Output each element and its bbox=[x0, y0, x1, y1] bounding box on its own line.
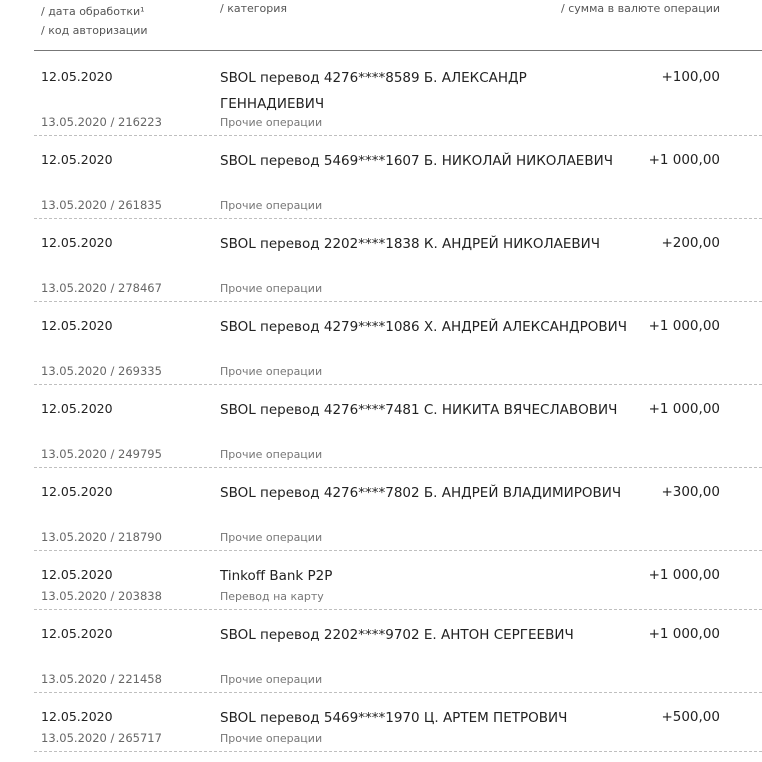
row-description: SBOL перевод 5469****1607 Б. НИКОЛАЙ НИКОЛАЕВИЧ bbox=[220, 153, 613, 169]
row-date: 12.05.2020 bbox=[41, 709, 113, 724]
header-divider bbox=[34, 50, 762, 51]
row-auth: 13.05.2020 / 218790 bbox=[41, 530, 162, 544]
row-description: SBOL перевод 4276****7481 С. НИКИТА ВЯЧЕСЛАВОВИЧ bbox=[220, 402, 618, 418]
row-amount: +1 000,00 bbox=[648, 152, 720, 168]
row-description: Tinkoff Bank P2P bbox=[220, 568, 333, 584]
header-amount: / сумма в валюте операции bbox=[561, 2, 720, 15]
row-date: 12.05.2020 bbox=[41, 318, 113, 333]
row-auth: 13.05.2020 / 203838 bbox=[41, 589, 162, 603]
row-amount: +1 000,00 bbox=[648, 567, 720, 583]
table-row bbox=[34, 467, 762, 551]
row-category: Прочие операции bbox=[220, 732, 323, 745]
row-category: Прочие операции bbox=[220, 673, 323, 686]
row-auth: 13.05.2020 / 261835 bbox=[41, 198, 162, 212]
row-amount: +1 000,00 bbox=[648, 626, 720, 642]
row-date: 12.05.2020 bbox=[41, 152, 113, 167]
table-row bbox=[34, 692, 762, 752]
row-description: SBOL перевод 4276****7802 Б. АНДРЕЙ ВЛАДИМИРОВИЧ bbox=[220, 485, 622, 501]
row-category: Прочие операции bbox=[220, 199, 323, 212]
row-description: SBOL перевод 2202****1838 К. АНДРЕЙ НИКОЛАЕВИЧ bbox=[220, 236, 601, 252]
row-category: Прочие операции bbox=[220, 365, 323, 378]
row-date: 12.05.2020 bbox=[41, 484, 113, 499]
table-row bbox=[34, 218, 762, 302]
row-category: Прочие операции bbox=[220, 448, 323, 461]
table-row bbox=[34, 135, 762, 219]
row-amount: +1 000,00 bbox=[648, 318, 720, 334]
row-amount: +100,00 bbox=[661, 69, 720, 85]
header-date-auth bbox=[41, 2, 148, 40]
row-category: Прочие операции bbox=[220, 531, 323, 544]
row-category: Прочие операции bbox=[220, 116, 323, 129]
header-processing-date: / дата обработки¹ bbox=[41, 5, 145, 18]
row-amount: +500,00 bbox=[661, 709, 720, 725]
row-auth: 13.05.2020 / 269335 bbox=[41, 364, 162, 378]
header-category: / категория bbox=[220, 2, 288, 15]
row-date: 12.05.2020 bbox=[41, 235, 113, 250]
row-amount: +300,00 bbox=[661, 484, 720, 500]
row-auth: 13.05.2020 / 249795 bbox=[41, 447, 162, 461]
row-amount: +1 000,00 bbox=[648, 401, 720, 417]
table-row bbox=[34, 550, 762, 610]
row-category: Перевод на карту bbox=[220, 590, 324, 603]
row-auth: 13.05.2020 / 221458 bbox=[41, 672, 162, 686]
row-date: 12.05.2020 bbox=[41, 69, 113, 84]
table-row bbox=[34, 301, 762, 385]
row-date: 12.05.2020 bbox=[41, 401, 113, 416]
row-category: Прочие операции bbox=[220, 282, 323, 295]
table-row bbox=[34, 609, 762, 693]
row-description: SBOL перевод 4276****8589 Б. АЛЕКСАНДР ГЕННАДИЕВИЧ bbox=[220, 70, 527, 112]
row-auth: 13.05.2020 / 278467 bbox=[41, 281, 162, 295]
row-date: 12.05.2020 bbox=[41, 567, 113, 582]
row-description: SBOL перевод 4279****1086 Х. АНДРЕЙ АЛЕКСАНДРОВИЧ bbox=[220, 319, 627, 335]
table-row bbox=[34, 384, 762, 468]
row-date: 12.05.2020 bbox=[41, 626, 113, 641]
row-description: SBOL перевод 5469****1970 Ц. АРТЕМ ПЕТРОВИЧ bbox=[220, 710, 568, 726]
row-auth: 13.05.2020 / 216223 bbox=[41, 115, 162, 129]
table-row bbox=[34, 52, 762, 136]
row-description: SBOL перевод 2202****9702 Е. АНТОН СЕРГЕЕВИЧ bbox=[220, 627, 574, 643]
row-amount: +200,00 bbox=[661, 235, 720, 251]
header-auth-code: / код авторизации bbox=[41, 24, 148, 37]
row-auth: 13.05.2020 / 265717 bbox=[41, 731, 162, 745]
